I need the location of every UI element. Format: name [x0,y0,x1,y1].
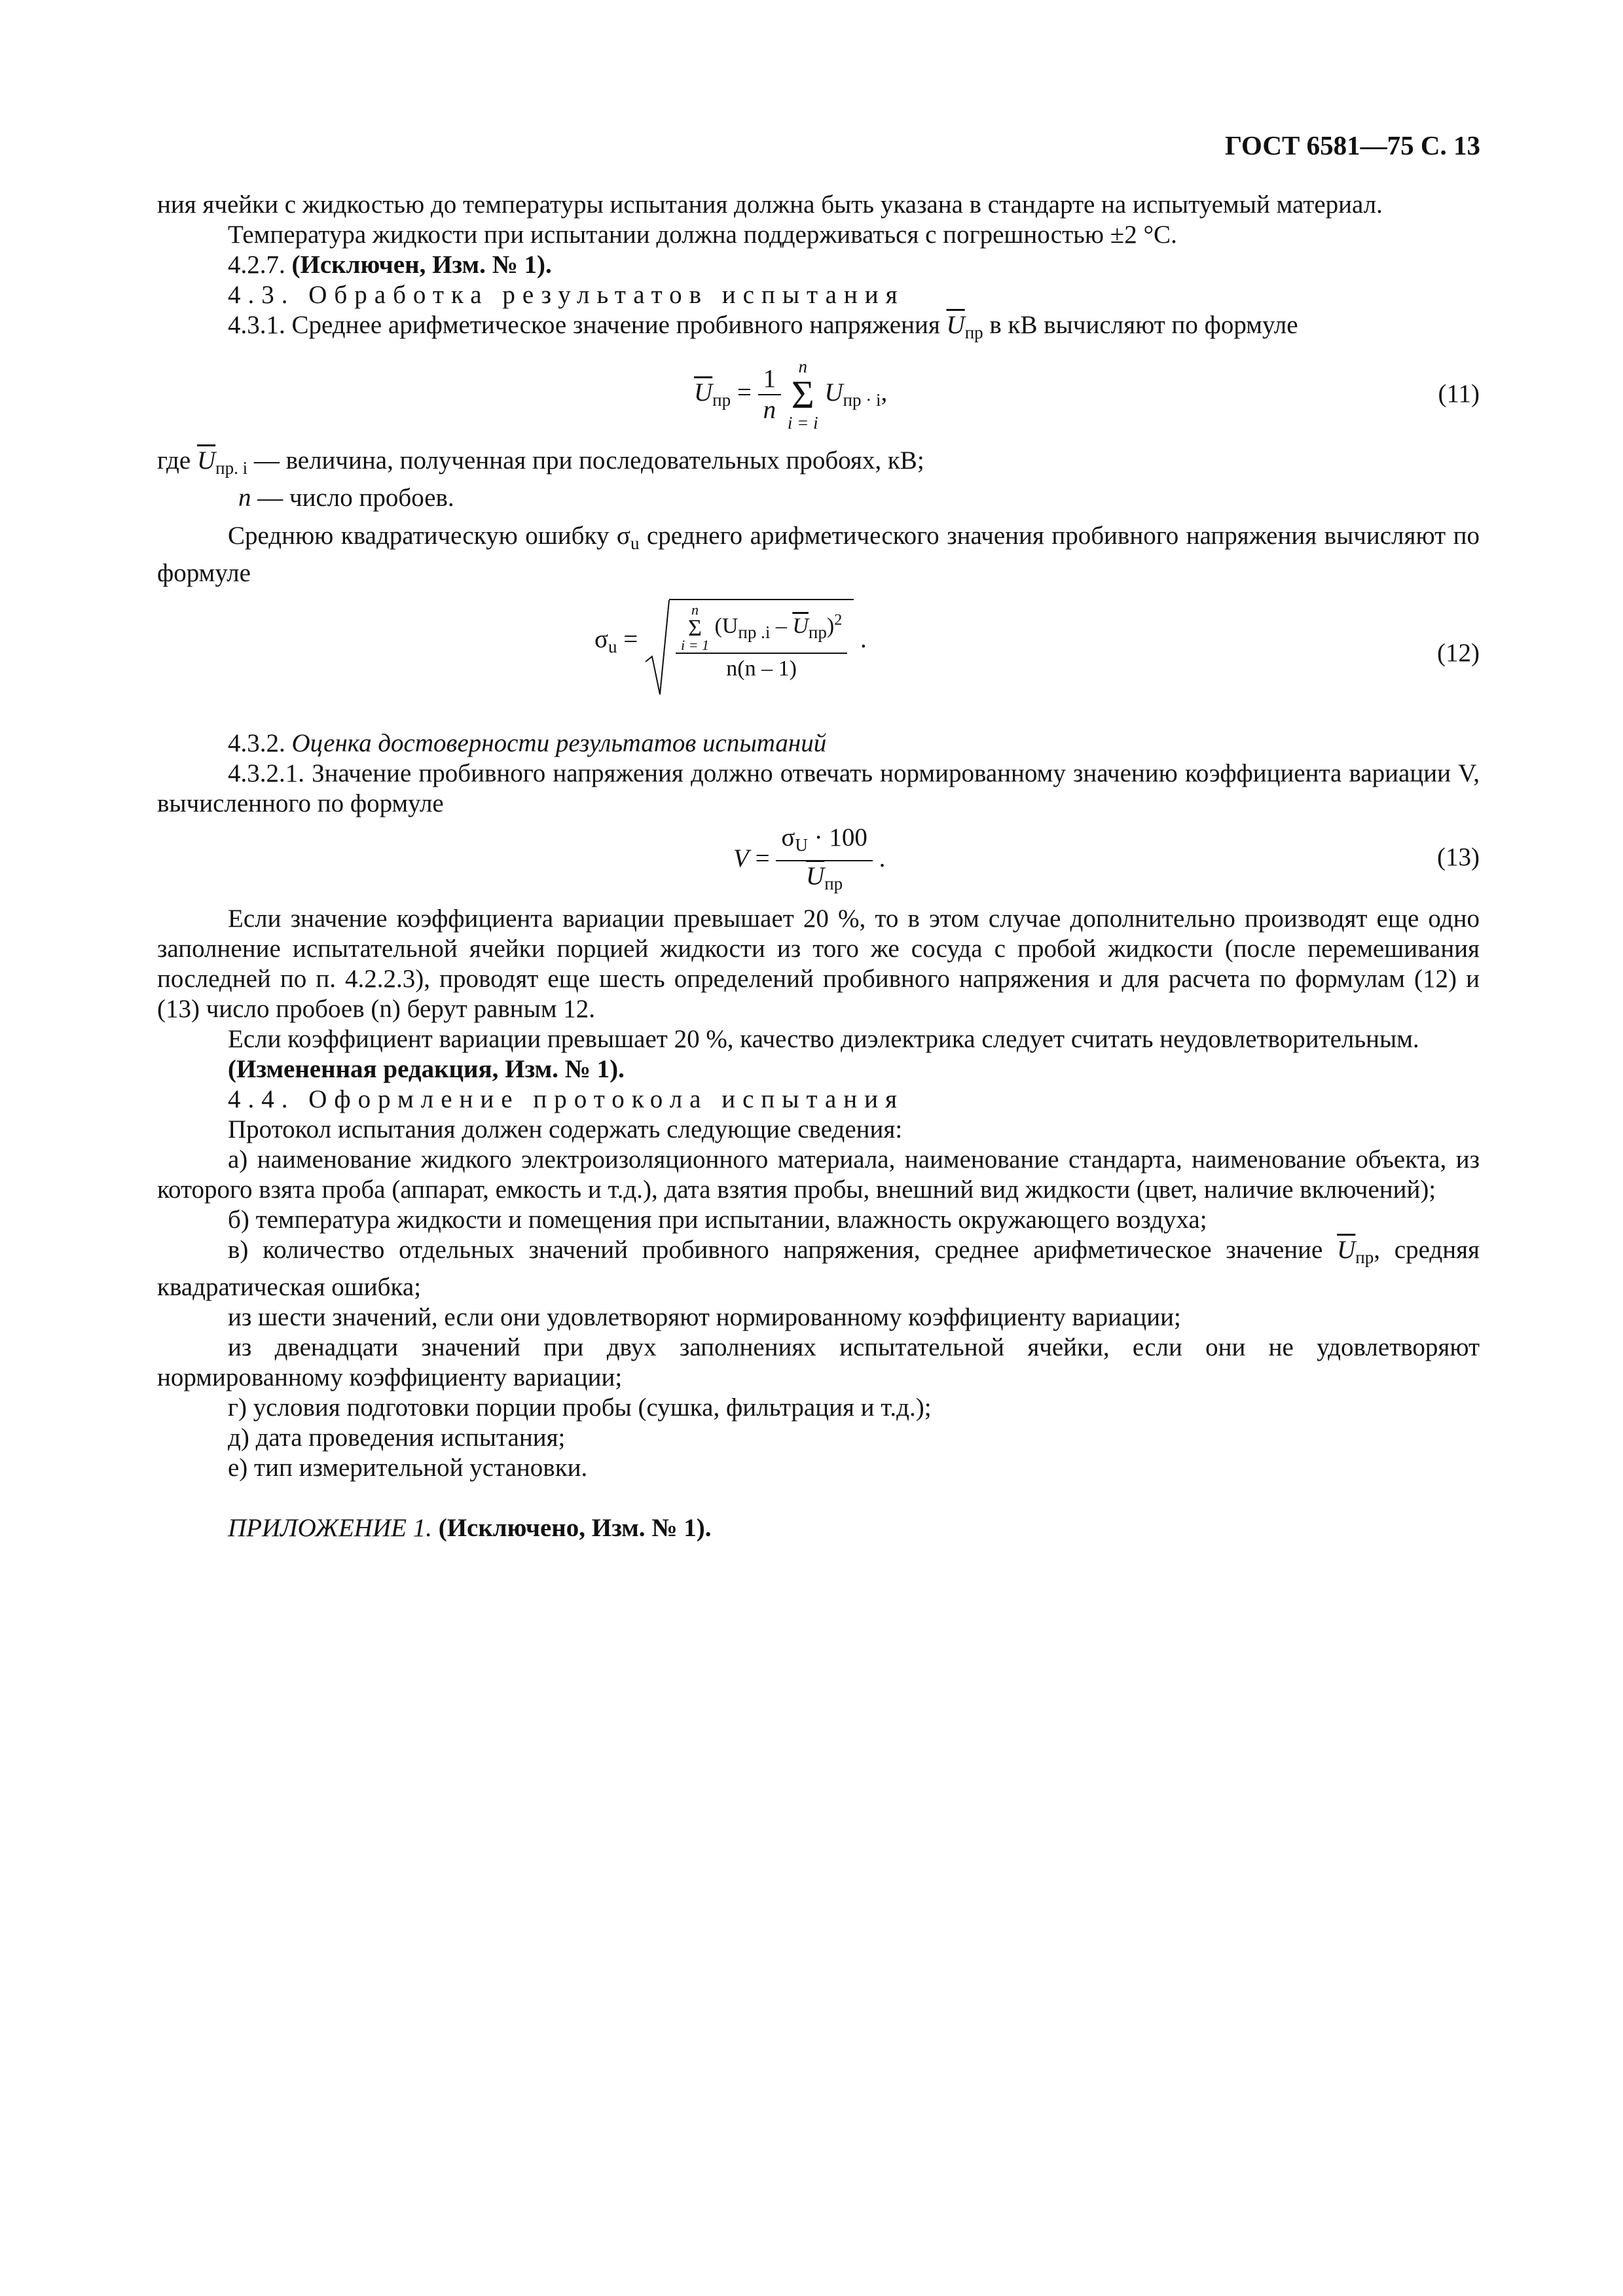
section-4-2-7 [157,250,1480,280]
formula-12 [157,588,1480,719]
sum-top: n [798,357,807,376]
formula-lhs: σ [594,624,609,653]
fraction [676,603,847,684]
section-number: 4.3.2. [228,729,285,757]
where-2 [157,483,1480,513]
expr-a-sub: пр .i [738,622,771,642]
expr-c: ) [826,613,835,638]
numerator [676,603,847,654]
formula-lhs: V [733,844,749,872]
symbol: $\overline{U}$ [946,311,965,339]
list-item-v [157,1235,1480,1302]
fraction [776,823,873,899]
fraction [758,364,782,425]
section-4-3-2 [157,728,1480,759]
expr-b-sub: пр [808,622,827,642]
expr-a: (U [714,613,739,638]
minus: – [775,613,787,638]
list-item-v-2: из двенадцати значений при двух заполнениях испытательной ячейки, если они не удовлетворяют нормированному коэффициенту вариации; [157,1333,1480,1391]
list-item-e: е) тип измерительной установки. [228,1454,588,1482]
paragraph-sigma [157,521,1480,588]
square-root [644,599,854,684]
section-number: 4.2.7. [228,251,285,279]
section-title: Оценка достоверности результатов испытаний [291,729,827,757]
term-sub: пр · i [843,389,881,410]
sum-bottom: i = i [787,413,818,433]
page-header: ГОСТ 6581—75 С. 13 [1224,130,1480,160]
subscript: пр. i [215,458,248,478]
subscript: пр [964,323,983,342]
section-4-3-1 [157,310,1480,348]
formula-number: (13) [1437,843,1480,871]
paragraph-quality: Если коэффициент вариации превышает 20 %, качество диэлектрика следует считать неудовлетворительным. [228,1025,1419,1053]
section-4-3-2-1: 4.3.2.1. Значение пробивного напряжения должно отвечать нормированному значению коэффициента вариации V, вычисленного по формуле [157,759,1480,817]
list-item-g: г) условия подготовки порции пробы (сушка, фильтрация и т.д.); [228,1393,932,1422]
term: U [824,378,843,406]
list-item-a: а) наименование жидкого электроизоляционного материала, наименование стандарта, наименование объекта, из которого взята проба (аппарат, емкость и т.д.), дата взятия пробы, внешний вид жидкости (цвет, наличие включений); [157,1145,1480,1204]
den-sub: пр [824,874,843,893]
sum-operator [788,357,818,433]
appendix-note [157,1513,1480,1543]
section-4-4-title: 4.4. Оформление протокола испытания [228,1085,904,1113]
den-symbol: $\overline{U}$ [806,862,825,890]
paragraph-continuation: ния ячейки с жидкостью до температуры испытания должна быть указана в стандарте на испытуемый материал. [157,190,1383,219]
paragraph-temperature: Температура жидкости при испытании должна поддерживаться с погрешностью ±2 °С. [228,221,1177,249]
text: , средняя квадратическая ошибка; [157,1236,1480,1301]
tail: . [860,624,867,653]
where-1 [157,446,1480,483]
radical-sign-icon [644,599,670,697]
radicand [669,599,854,684]
sigma-sub: U [795,835,808,855]
symbol: $\overline{U}$ [1337,1236,1356,1264]
formula-13 [157,819,1480,904]
denominator [776,861,873,899]
text: 4.3.1. Среднее арифметическое значение пробивного напряжения [228,311,940,339]
numerator: 1 [758,364,782,395]
square-exponent: 2 [834,611,843,629]
sum-bottom: i = 1 [681,637,709,653]
subscript: u [630,533,640,553]
text: в) количество отдельных значений пробивного напряжения, среднее арифметическое значение [228,1236,1323,1264]
paragraph-variation: Если значение коэффициента вариации превышает 20 %, то в этом случае дополнительно производят еще одно заполнение испытательной ячейки порцией жидкости из того же сосуда с пробой жидкости (после перемешивания последней по п. 4.2.2.3), проводят еще шесть определений пробивного напряжения и для расчета по формулам (12) и (13) число пробоев (n) берут равным 12. [157,905,1480,1023]
sigma-symbol: σ [781,823,795,852]
text: — число пробоев. [257,484,454,512]
formula-eq: = [737,378,752,406]
formula-lhs-sub: u [608,636,617,656]
tail: , [881,378,888,406]
list-item-v-1: из шести значений, если они удовлетворяют нормированному коэффициенту вариации; [228,1303,1181,1331]
formula-lhs-sub: пр [712,389,731,410]
text: — величина, полученная при последовательных пробоях, кВ; [253,446,924,475]
sigma-sign: Σ [688,615,702,641]
list-item-b: б) температура жидкости и помещения при испытании, влажность окружающего воздуха; [228,1206,1207,1234]
appendix-title: ПРИЛОЖЕНИЕ 1. [228,1514,432,1542]
numerator [776,823,873,861]
paragraph-protocol: Протокол испытания должен содержать следующие сведения: [228,1115,903,1143]
section-4-3-title: 4.3. Обработка результатов испытания [228,281,905,309]
formula-11 [157,348,1480,446]
where-lead: где [157,446,191,475]
sigma-sign: Σ [791,373,814,416]
formula-number: (11) [1438,380,1480,408]
list-item-d: д) дата проведения испытания; [228,1424,566,1452]
sum-top: n [691,601,699,618]
section-note: (Исключен, Изм. № 1). [291,251,552,279]
text: в кВ вычисляют по формуле [989,311,1298,339]
formula-number: (12) [1437,639,1480,667]
formula-eq: = [623,624,638,653]
denominator: n [763,396,776,424]
denominator: n(n – 1) [726,656,797,681]
expr-b: $\overline{U}$ [792,613,809,638]
subscript: пр [1355,1247,1374,1267]
amendment-note: (Измененная редакция, Изм. № 1). [228,1055,625,1083]
symbol: n [238,484,251,512]
numerator-tail: · 100 [814,823,867,852]
appendix-status: (Исключено, Изм. № 1). [438,1514,712,1542]
document-body [157,190,1480,1543]
tail: . [879,844,886,872]
text: Среднюю квадратическую ошибку σ [228,522,630,550]
sum-operator [681,603,709,653]
formula-eq: = [755,844,770,872]
formula-lhs: $\overline{U}$ [694,378,713,406]
text: среднего арифметического значения пробивного напряжения вычисляют по формуле [157,522,1480,587]
symbol: $\overline{U}$ [196,446,216,475]
